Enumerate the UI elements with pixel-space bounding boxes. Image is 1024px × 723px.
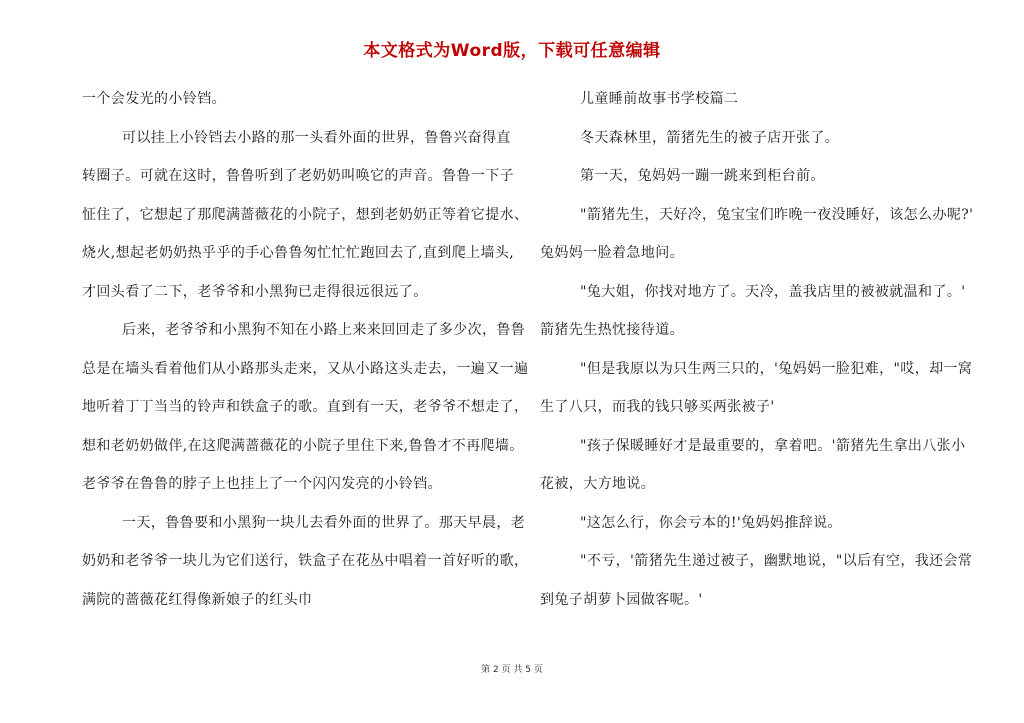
left-text-column [82,80,529,619]
text-line: "箭猪先生，天好冷，兔宝宝们昨晚一夜没睡好，该怎么办呢?' [580,206,974,223]
text-line: 一个会发光的小铃铛。 [82,91,226,107]
text-line: 一天，鲁鲁要和小黑狗一块儿去看外面的世界了。那天早晨，老 [122,514,526,531]
document-banner: 本文格式为Word版，下载可任意编辑 [363,41,661,61]
text-line: 怔住了，它想起了那爬满蔷薇花的小院子，想到老奶奶正等着它提水、 [82,206,529,223]
text-line: 满院的蔷薇花红得像新娘子的红头巾 [82,591,313,608]
text-line: 老爷爷在鲁鲁的脖子上也挂上了一个闪闪发亮的小铃铛。 [82,476,442,492]
text-line: 儿童睡前故事书学校篇二 [580,91,739,107]
text-line: 才回头看了二下，老爷爷和小黑狗已走得很远很远了。 [82,283,428,300]
text-line: 第一天，兔妈妈一蹦一跳来到柜台前。 [580,168,825,184]
text-line: "兔大姐，你找对地方了。天冷，盖我店里的被被就温和了。' [580,283,966,300]
text-line: "孩子保暖睡好才是最重要的，拿着吧。'箭猪先生拿出八张小 [580,437,966,454]
text-line: 兔妈妈一脸着急地问。 [540,245,684,261]
text-line: 生了八只，而我的钱只够买两张被子' [540,399,775,415]
text-line: "不亏，'箭猪先生递过被子，幽默地说，"以后有空，我还会常 [580,553,973,569]
text-line: 地听着丁丁当当的铃声和铁盒子的歌。直到有一天，老爷爷不想走了， [82,399,529,415]
text-line: 冬天森林里，箭猪先生的被子店开张了。 [580,129,840,146]
text-line: 想和老奶奶做伴,在这爬满蔷薇花的小院子里住下来,鲁鲁才不再爬墙。 [82,437,524,454]
page-footer: 第 2 页 共 5 页 [481,665,543,675]
right-text-column [540,80,974,619]
text-line: 奶奶和老爷爷一块儿为它们送行，铁盒子在花丛中唱着一首好听的歌， [82,553,529,569]
text-line: 花被，大方地说。 [540,476,656,492]
text-line: 箭猪先生热忱接待道。 [540,322,684,338]
text-line: 到兔子胡萝卜园做客呢。' [540,591,703,608]
text-line: 后来，老爷爷和小黑狗不知在小路上来来回回走了多少次，鲁鲁 [122,322,526,338]
text-line: 烧火,想起老奶奶热乎乎的手心鲁鲁匆忙忙忙跑回去了,直到爬上墙头, [82,245,515,261]
text-line: "但是我原以为只生两三只的，'兔妈妈一脸犯难，"哎，却一窝 [580,360,973,377]
text-line: 总是在墙头看着他们从小路那头走来，又从小路这头走去，一遍又一遍 [82,360,529,377]
text-line: "这怎么行，你会亏本的!'兔妈妈推辞说。 [580,514,842,531]
text-line: 可以挂上小铃铛去小路的那一头看外面的世界，鲁鲁兴奋得直 [122,129,511,146]
text-line: 转圈子。可就在这时，鲁鲁听到了老奶奶叫唤它的声音。鲁鲁一下子 [82,168,514,184]
